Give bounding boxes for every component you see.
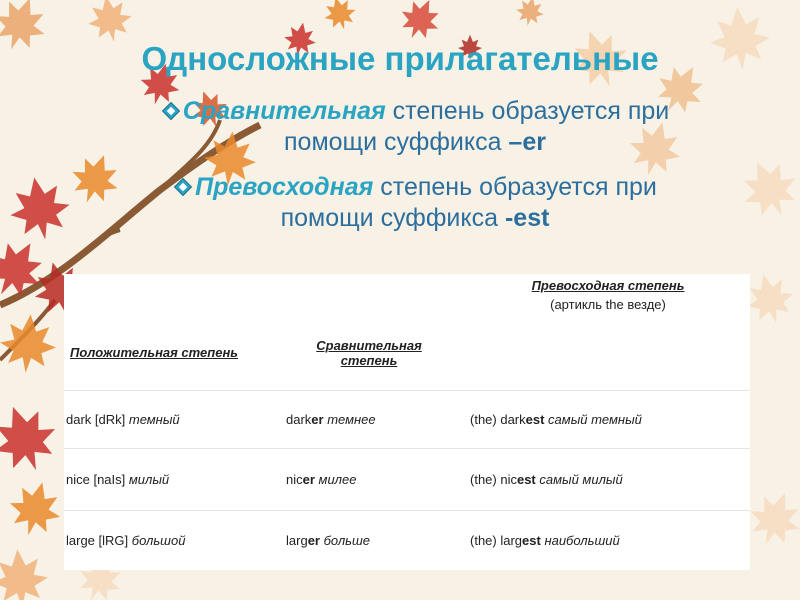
bullet-suffix: -est — [504, 204, 550, 232]
table-header-row — [64, 274, 750, 390]
table-row: large [lRG] большой larger больше (the) largest наибольший — [64, 510, 750, 570]
diamond-bullet-icon — [173, 177, 193, 197]
header-superlative: Превосходная степень (артикль the везде) — [531, 278, 685, 312]
bullet-superlative — [70, 172, 760, 234]
bullet-text-line2: помощи суффикса — [284, 128, 509, 156]
bullet-comparative — [70, 96, 760, 158]
table-row: nice [naIs] милый nicer милее (the) nicest самый милый — [64, 448, 750, 510]
bullet-text: степень образуется при — [373, 173, 657, 201]
bullet-emphasis: Превосходная — [195, 173, 374, 201]
diamond-bullet-icon — [161, 101, 181, 121]
bullet-suffix: –er — [508, 128, 546, 156]
slide-title: Односложные прилагательные — [141, 40, 659, 77]
bullet-text-line2: помощи суффикса — [280, 204, 505, 232]
bullet-emphasis: Сравнительная — [182, 97, 386, 125]
header-comparative: Сравнительная степень — [316, 337, 422, 368]
degrees-table — [64, 274, 750, 570]
header-positive: Положительная степень — [70, 344, 239, 360]
table-row: dark [dRk] темный darker темнее (the) darkest самый темный — [64, 390, 750, 448]
bullet-text: степень образуется при — [385, 97, 670, 125]
